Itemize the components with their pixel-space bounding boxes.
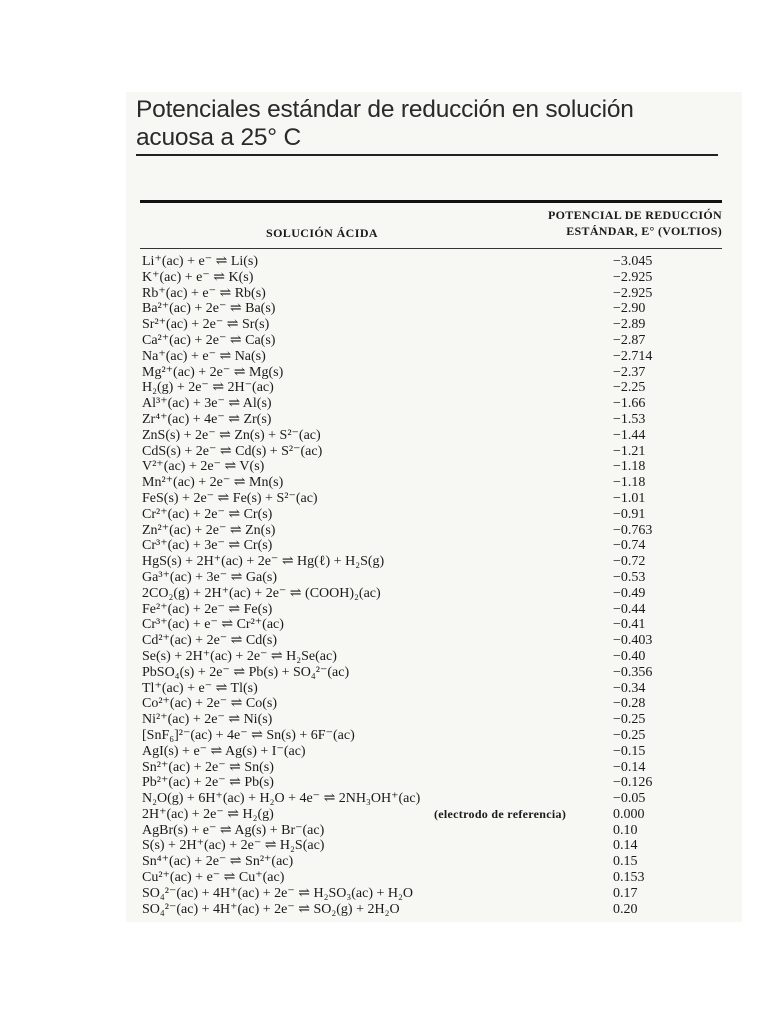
table-row (142, 602, 722, 618)
half-reaction: 2H⁺(ac) + 2e⁻ ⇌ H₂(g) (142, 806, 274, 822)
potential-value: −0.05 (613, 791, 646, 807)
half-reaction: CdS(s) + 2e⁻ ⇌ Cd(s) + S²⁻(ac) (142, 443, 323, 459)
table-row (142, 681, 722, 697)
column-header-solution: SOLUCIÓN ÁCIDA (266, 226, 378, 240)
half-reaction: Cd²⁺(ac) + 2e⁻ ⇌ Cd(s) (142, 633, 278, 649)
potential-value: −0.74 (613, 538, 646, 554)
page-title (136, 96, 726, 152)
title-line-2: acuosa a 25° C (136, 124, 301, 151)
table-row (142, 396, 722, 412)
table-row (142, 380, 722, 396)
table-row (142, 744, 722, 760)
table-row (142, 586, 722, 602)
potential-value: 0.17 (613, 885, 638, 901)
table-row (142, 507, 722, 523)
potential-value: −1.53 (613, 411, 646, 427)
table-row (142, 254, 722, 270)
half-reaction: Sr²⁺(ac) + 2e⁻ ⇌ Sr(s) (142, 317, 270, 333)
table-top-rule (140, 200, 722, 203)
potential-value: −0.44 (613, 601, 646, 617)
potential-value: 0.14 (613, 838, 638, 854)
potential-value: −0.126 (613, 775, 653, 791)
potential-value: −2.25 (613, 380, 646, 396)
potential-value: −1.18 (613, 475, 646, 491)
half-reaction: FeS(s) + 2e⁻ ⇌ Fe(s) + S²⁻(ac) (142, 490, 318, 506)
potential-value: −1.66 (613, 396, 646, 412)
potential-value: −0.41 (613, 617, 646, 633)
title-rule (136, 154, 718, 156)
half-reaction: H₂(g) + 2e⁻ ⇌ 2H⁻(ac) (142, 380, 274, 396)
table-row (142, 365, 722, 381)
potential-value: 0.10 (613, 822, 638, 838)
potential-value: −0.53 (613, 569, 646, 585)
half-reaction: ZnS(s) + 2e⁻ ⇌ Zn(s) + S²⁻(ac) (142, 427, 321, 443)
potential-value: −1.18 (613, 459, 646, 475)
potential-value: −2.714 (613, 348, 653, 364)
potential-value: −0.403 (613, 633, 653, 649)
table-row (142, 538, 722, 554)
table-row (142, 349, 722, 365)
potential-value: 0.000 (613, 806, 645, 822)
half-reaction: Sn²⁺(ac) + 2e⁻ ⇌ Sn(s) (142, 759, 274, 775)
half-reaction: Zn²⁺(ac) + 2e⁻ ⇌ Zn(s) (142, 522, 276, 538)
half-reaction: PbSO₄(s) + 2e⁻ ⇌ Pb(s) + SO₄²⁻(ac) (142, 664, 350, 680)
table-row (142, 696, 722, 712)
column-header-potential (500, 207, 722, 239)
half-reaction: Cu²⁺(ac) + e⁻ ⇌ Cu⁺(ac) (142, 870, 285, 886)
half-reaction: Rb⁺(ac) + e⁻ ⇌ Rb(s) (142, 285, 266, 301)
table-row (142, 665, 722, 681)
half-reaction: V²⁺(ac) + 2e⁻ ⇌ V(s) (142, 459, 265, 475)
half-reaction: Cr³⁺(ac) + e⁻ ⇌ Cr²⁺(ac) (142, 617, 284, 633)
half-reaction: Zr⁴⁺(ac) + 4e⁻ ⇌ Zr(s) (142, 411, 272, 427)
potential-value: −0.28 (613, 696, 646, 712)
table-row (142, 523, 722, 539)
potential-value: −0.356 (613, 664, 653, 680)
table-row (142, 649, 722, 665)
potential-value: −2.87 (613, 332, 646, 348)
column-header-potential-line-1: POTENCIAL DE REDUCCIÓN (548, 208, 722, 222)
table-row (142, 554, 722, 570)
potential-value: −0.72 (613, 554, 646, 570)
potential-value: −2.89 (613, 317, 646, 333)
column-header-potential-line-2: ESTÁNDAR, E° (VOLTIOS) (566, 224, 722, 238)
half-reaction: Ba²⁺(ac) + 2e⁻ ⇌ Ba(s) (142, 301, 276, 317)
potential-value: −0.49 (613, 585, 646, 601)
half-reaction: S(s) + 2H⁺(ac) + 2e⁻ ⇌ H₂S(ac) (142, 838, 325, 854)
potential-value: −2.925 (613, 285, 653, 301)
half-reaction: [SnF₆]²⁻(ac) + 4e⁻ ⇌ Sn(s) + 6F⁻(ac) (142, 727, 355, 743)
header-rule (140, 248, 722, 249)
reduction-table (142, 254, 722, 917)
half-reaction: 2CO₂(g) + 2H⁺(ac) + 2e⁻ ⇌ (COOH)₂(ac) (142, 585, 381, 601)
half-reaction: Li⁺(ac) + e⁻ ⇌ Li(s) (142, 254, 259, 269)
table-row (142, 428, 722, 444)
table-row (142, 728, 722, 744)
potential-value: −0.91 (613, 506, 646, 522)
potential-value: 0.153 (613, 870, 645, 886)
table-row (142, 838, 722, 854)
table-row (142, 823, 722, 839)
half-reaction: SO₄²⁻(ac) + 4H⁺(ac) + 2e⁻ ⇌ H₂SO₃(ac) + H₂O (142, 885, 414, 901)
half-reaction: Fe²⁺(ac) + 2e⁻ ⇌ Fe(s) (142, 601, 273, 617)
half-reaction: Ga³⁺(ac) + 3e⁻ ⇌ Ga(s) (142, 569, 277, 585)
potential-value: −0.763 (613, 522, 653, 538)
potential-value: −0.25 (613, 712, 646, 728)
potential-value: 0.20 (613, 901, 638, 917)
half-reaction: Ca²⁺(ac) + 2e⁻ ⇌ Ca(s) (142, 332, 276, 348)
half-reaction: Mg²⁺(ac) + 2e⁻ ⇌ Mg(s) (142, 364, 284, 380)
potential-value: −2.37 (613, 364, 646, 380)
half-reaction: Na⁺(ac) + e⁻ ⇌ Na(s) (142, 348, 266, 364)
table-row (142, 870, 722, 886)
table-row (142, 902, 722, 918)
half-reaction: Cr³⁺(ac) + 3e⁻ ⇌ Cr(s) (142, 538, 273, 554)
potential-value: −3.045 (613, 254, 653, 269)
potential-value: 0.15 (613, 854, 638, 870)
half-reaction: AgI(s) + e⁻ ⇌ Ag(s) + I⁻(ac) (142, 743, 306, 759)
half-reaction: K⁺(ac) + e⁻ ⇌ K(s) (142, 269, 254, 285)
potential-value: −2.925 (613, 269, 653, 285)
table-row (142, 854, 722, 870)
table-row (142, 570, 722, 586)
table-row (142, 791, 722, 807)
half-reaction: N₂O(g) + 6H⁺(ac) + H₂O + 4e⁻ ⇌ 2NH₃OH⁺(ac) (142, 791, 421, 807)
table-row (142, 475, 722, 491)
potential-value: −0.14 (613, 759, 646, 775)
potential-value: −1.21 (613, 443, 646, 459)
table-row (142, 633, 722, 649)
title-line-1: Potenciales estándar de reducción en solución (136, 96, 634, 123)
potential-value: −0.15 (613, 743, 646, 759)
potential-value: −2.90 (613, 301, 646, 317)
table-row (142, 886, 722, 902)
half-reaction: SO₄²⁻(ac) + 4H⁺(ac) + 2e⁻ ⇌ SO₂(g) + 2H₂O (142, 901, 400, 917)
table-row (142, 412, 722, 428)
table-row (142, 459, 722, 475)
half-reaction: HgS(s) + 2H⁺(ac) + 2e⁻ ⇌ Hg(ℓ) + H₂S(g) (142, 554, 385, 570)
half-reaction: AgBr(s) + e⁻ ⇌ Ag(s) + Br⁻(ac) (142, 822, 325, 838)
table-row (142, 444, 722, 460)
table-row (142, 286, 722, 302)
table-row (142, 617, 722, 633)
potential-value: −0.25 (613, 727, 646, 743)
half-reaction: Tl⁺(ac) + e⁻ ⇌ Tl(s) (142, 680, 258, 696)
table-row (142, 317, 722, 333)
half-reaction: Mn²⁺(ac) + 2e⁻ ⇌ Mn(s) (142, 475, 284, 491)
potential-value: −1.01 (613, 490, 646, 506)
table-row (142, 301, 722, 317)
potential-value: −1.44 (613, 427, 646, 443)
table-row (142, 807, 722, 823)
half-reaction: Sn⁴⁺(ac) + 2e⁻ ⇌ Sn²⁺(ac) (142, 854, 294, 870)
potential-value: −0.40 (613, 648, 646, 664)
table-row (142, 775, 722, 791)
half-reaction: Se(s) + 2H⁺(ac) + 2e⁻ ⇌ H₂Se(ac) (142, 648, 337, 664)
table-row (142, 270, 722, 286)
table-row (142, 491, 722, 507)
half-reaction: Cr²⁺(ac) + 2e⁻ ⇌ Cr(s) (142, 506, 273, 522)
half-reaction: Pb²⁺(ac) + 2e⁻ ⇌ Pb(s) (142, 775, 274, 791)
half-reaction: Al³⁺(ac) + 3e⁻ ⇌ Al(s) (142, 396, 272, 412)
reference-note: (electrodo de referencia) (434, 806, 567, 821)
table-row (142, 760, 722, 776)
half-reaction: Ni²⁺(ac) + 2e⁻ ⇌ Ni(s) (142, 712, 273, 728)
table-row (142, 712, 722, 728)
half-reaction: Co²⁺(ac) + 2e⁻ ⇌ Co(s) (142, 696, 278, 712)
table-row (142, 333, 722, 349)
potential-value: −0.34 (613, 680, 646, 696)
